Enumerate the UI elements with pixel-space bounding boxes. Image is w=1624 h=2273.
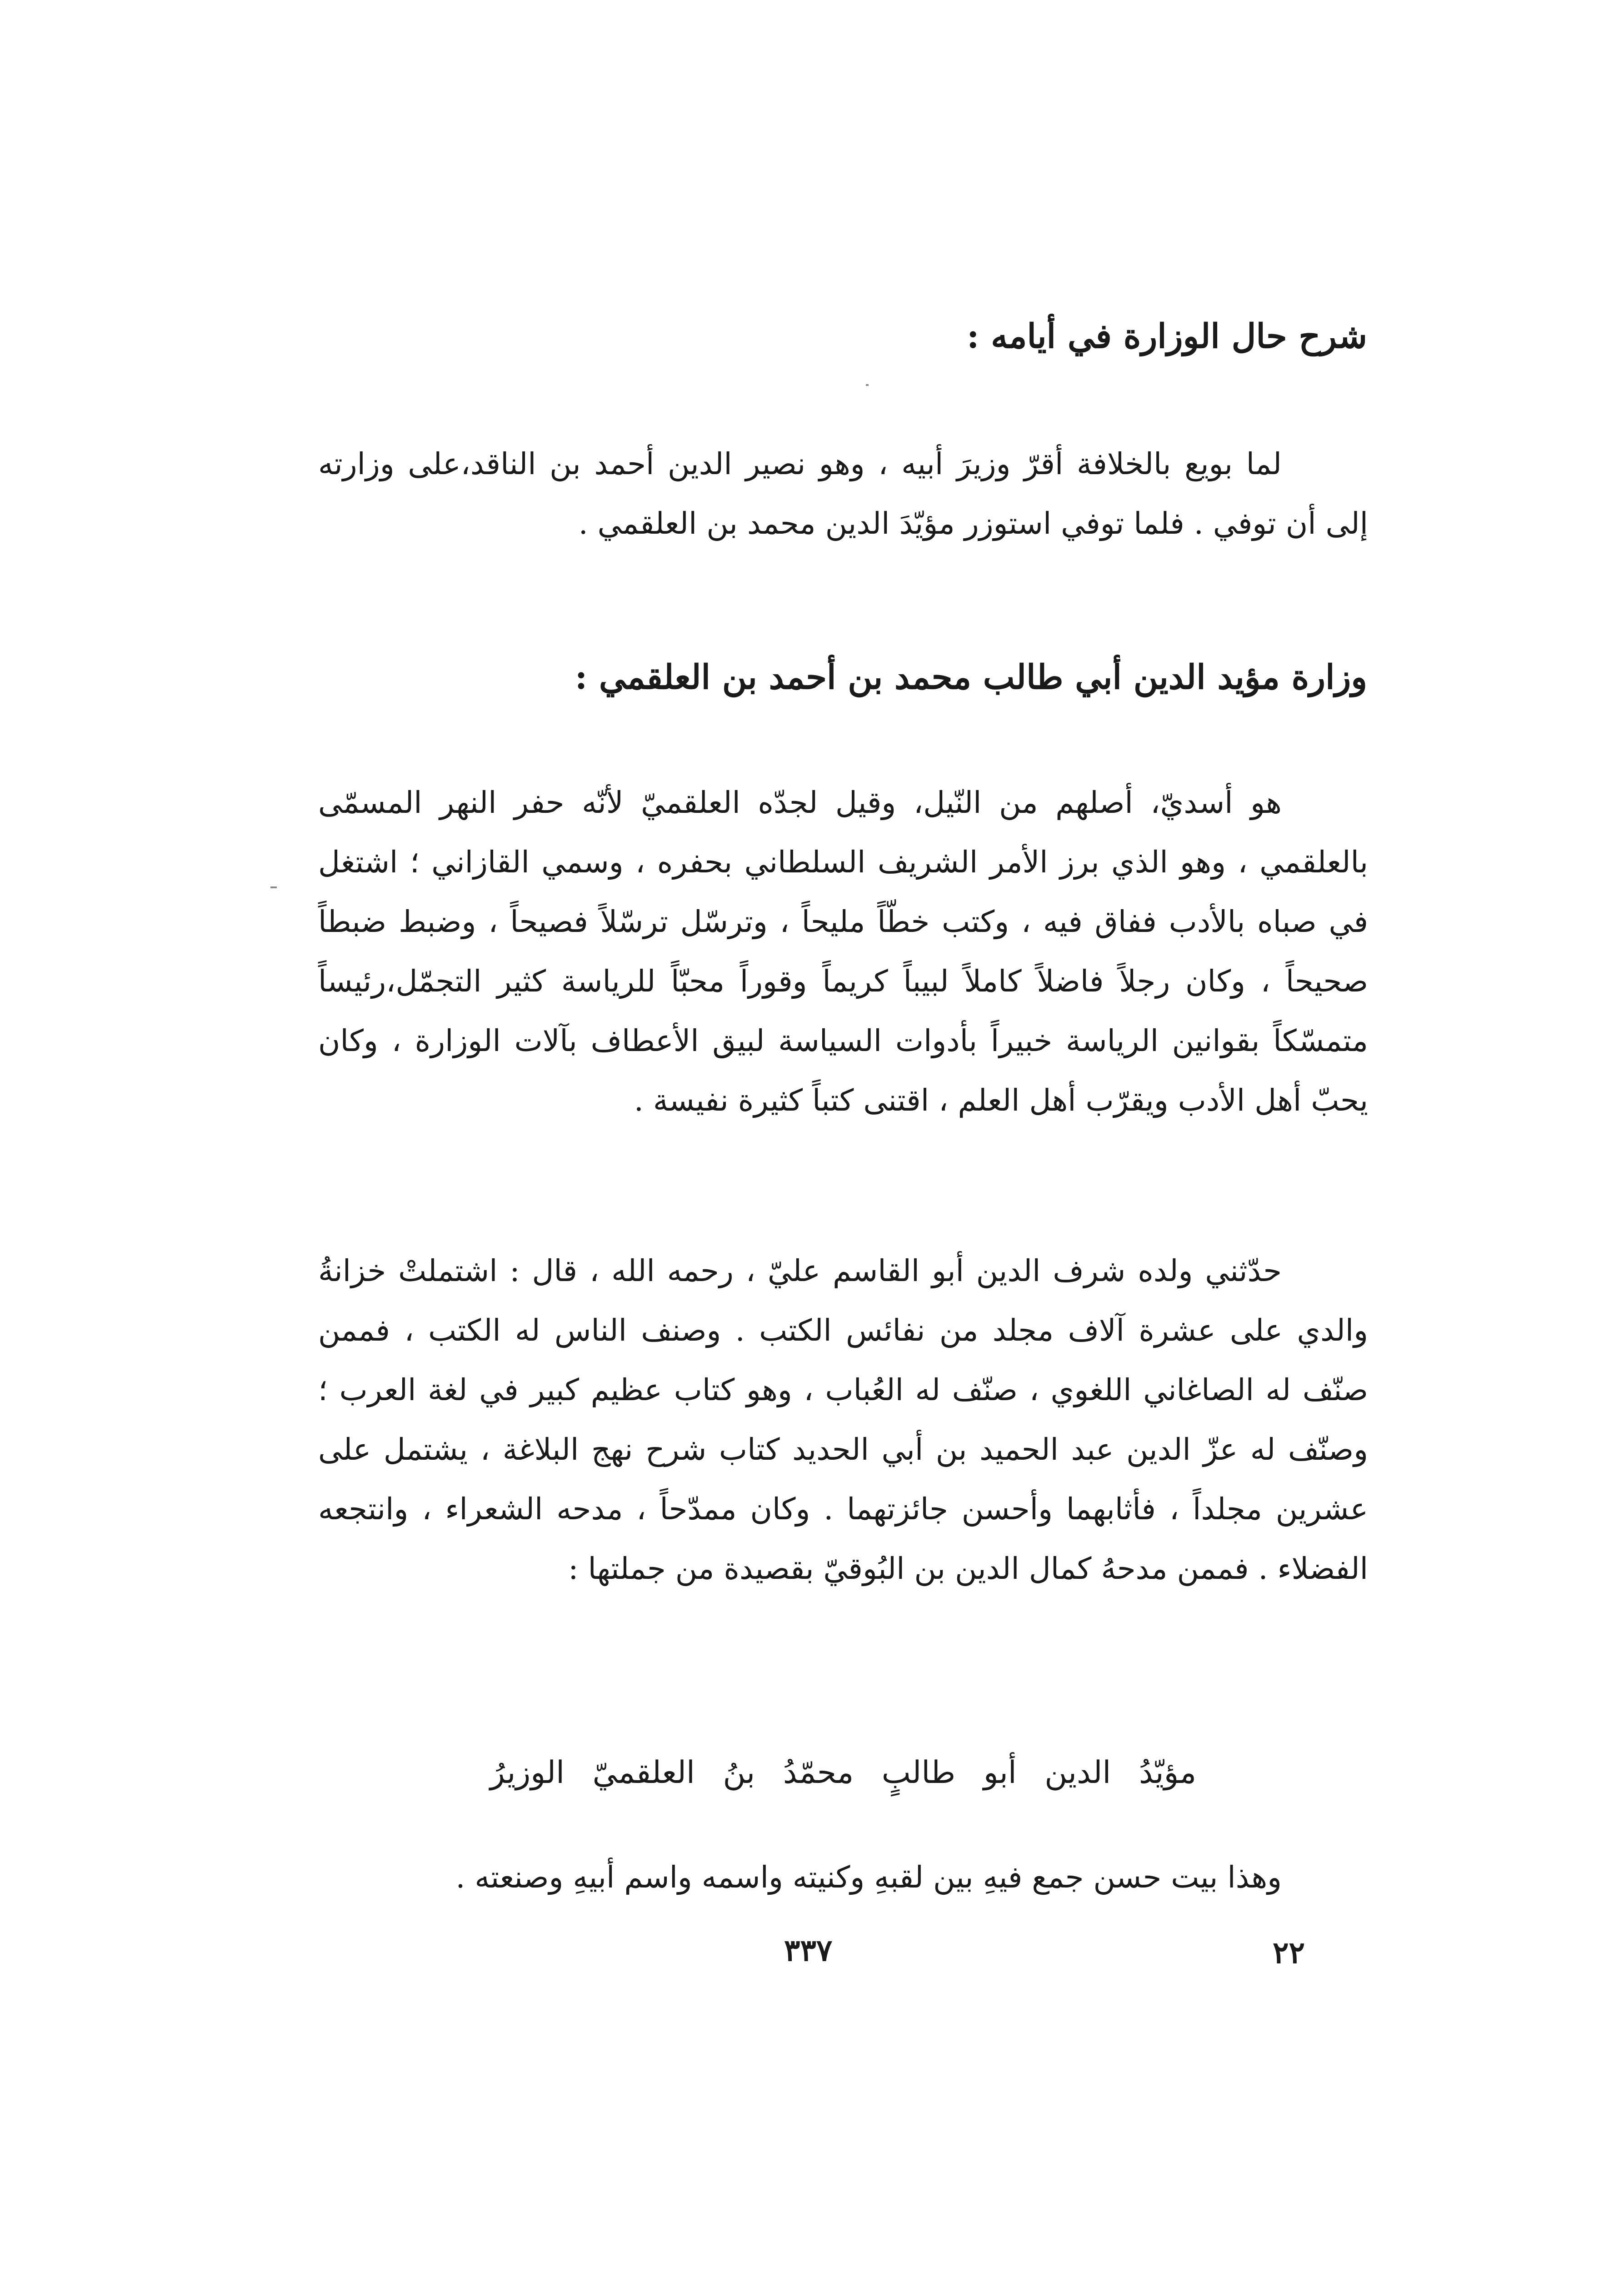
page-number-center: ٣٣٧ <box>784 1933 833 1968</box>
paragraph-text: هو أسديّ، أصلهم من النّيل، وقيل لجدّه العلقميّ لأنّه حفر النهر المسمّى بالعلقمي ، وهو الذي برز الأمر الشريف السلطاني بحفره ، وسمي القازاني ؛ اشتغل في صباه بالأدب ففاق فيه ، وكتب خطّاً مليحاً ، وترسّل ترسّلاً فصيحاً ، وضبط ضبطاً صحيحاً ، وكان رجلاً فاضلاً كاملاً لبيباً كريماً وقوراً محبّاً للرياسة كثير التجمّل،رئيساً متمسّكاً بقوانين الرياسة خبيراً بأدوات السياسة لبيق الأعطاف بآلات الوزارة ، وكان يحبّ أهل الأدب ويقرّب أهل العلم ، اقتنى كتباً كثيرة نفيسة . <box>318 785 1368 1118</box>
paragraph-biography <box>318 773 1368 1130</box>
scan-speck <box>866 384 869 386</box>
paragraph-library <box>318 1241 1368 1598</box>
section-heading-ibn-alqami: وزارة مؤيد الدين أبي طالب محمد بن أحمد بن العلقمي : <box>575 658 1367 697</box>
paragraph-text: حدّثني ولده شرف الدين أبو القاسم عليّ ، رحمه الله ، قال : اشتملتْ خزانةُ والدي على عشرة آلاف مجلد من نفائس الكتب . وصنف الناس له الكتب ، فممن صنّف له الصاغاني اللغوي ، صنّف له العُباب ، وهو كتاب عظيم كبير في لغة العرب ؛ وصنّف له عزّ الدين عبد الحميد بن أبي الحديد كتاب شرح نهج البلاغة ، يشتمل على عشرين مجلداً ، فأثابهما وأحسن جائزتهما . وكان ممدّحاً ، مدحه الشعراء ، وانتجعه الفضلاء . فممن مدحهُ كمال الدين بن البُوقيّ بقصيدة من جملتها : <box>318 1253 1368 1586</box>
poetry-verse: مؤيّدُ الدين أبو طالبٍ محمّدُ بنُ العلقميّ الوزيرُ <box>490 1755 1197 1791</box>
closing-sentence: وهذا بيت حسن جمع فيهِ بين لقبهِ وكنيته واسمه واسم أبيهِ وصنعته . <box>455 1860 1282 1895</box>
page-number-side: ٢٢ <box>1273 1935 1305 1970</box>
scan-speck <box>270 886 277 888</box>
paragraph-text: لما بويع بالخلافة أقرّ وزيرَ أبيه ، وهو نصير الدين أحمد بن الناقد،على وزارته إلى أن توفي . فلما توفي استوزر مؤيّدَ الدين محمد بن العلقمي . <box>318 446 1368 541</box>
paragraph-vizier-state <box>318 434 1368 553</box>
section-heading-vizier-state: شرح حال الوزارة في أيامه : <box>967 317 1367 356</box>
